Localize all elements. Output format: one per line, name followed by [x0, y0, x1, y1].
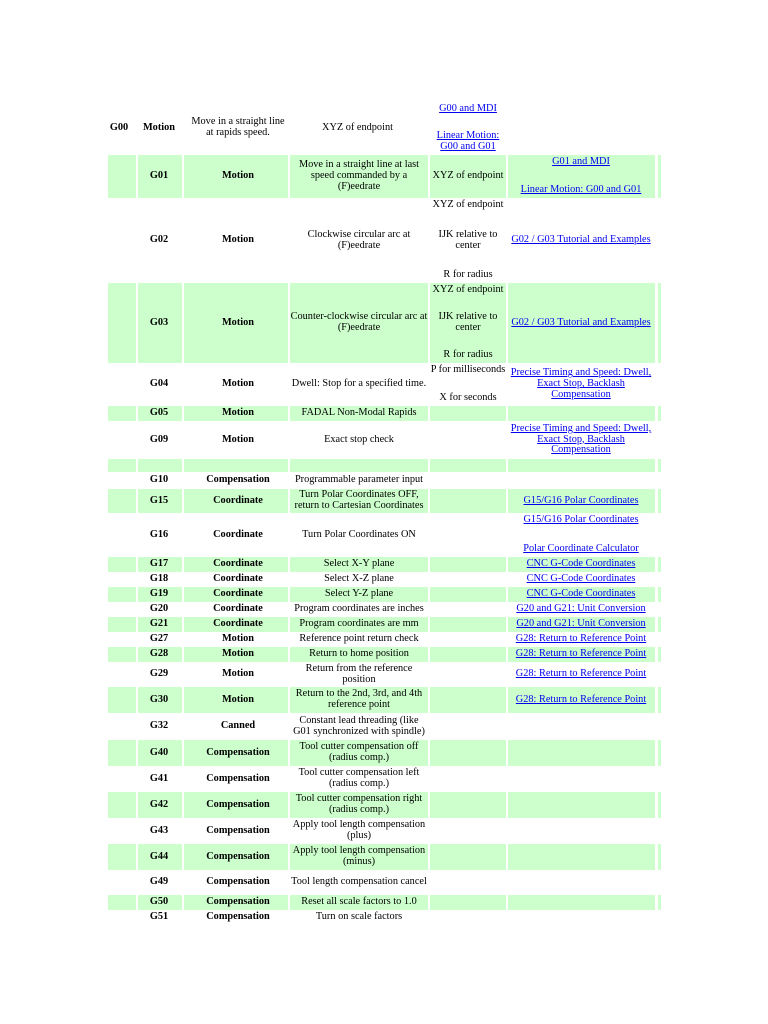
table-row: [0, 766, 768, 792]
reference-link[interactable]: CNC G-Code Coordinates: [526, 558, 636, 570]
args-cell: [430, 587, 506, 602]
args-cell: [430, 459, 506, 472]
description-cell: Programmable parameter input: [294, 474, 424, 486]
gcode-cell: G17: [149, 558, 169, 570]
gcode-cell: G32: [149, 720, 169, 732]
reference-link[interactable]: G02 / G03 Tutorial and Examples: [511, 316, 651, 328]
links-cell: [508, 587, 654, 602]
args-cell: [430, 155, 506, 198]
row-edge: [658, 587, 661, 602]
links-cell: [508, 792, 654, 818]
link-linear-motion[interactable]: Linear Motion: G00 and G01: [436, 130, 500, 152]
args-cell: [430, 870, 506, 895]
links-cell: [508, 632, 654, 647]
table-row: [0, 792, 768, 818]
type-cell: Compensation: [206, 824, 270, 836]
args-cell: [430, 421, 506, 459]
reference-link[interactable]: Polar Coordinate Calculator: [523, 543, 639, 555]
gcode-cell: G02: [149, 234, 169, 246]
gcode-cell: G15: [149, 494, 169, 506]
link-g00-mdi[interactable]: G00 and MDI: [439, 103, 497, 114]
args-cell: [430, 895, 506, 910]
args-cell: [430, 472, 506, 489]
links-cell: [508, 818, 654, 844]
args-cell: XYZ of endpoint: [322, 122, 393, 133]
args-cell: [430, 713, 506, 740]
table-row: [0, 910, 768, 925]
description-cell: Select Y-Z plane: [324, 588, 394, 600]
gcode-cell: G43: [149, 824, 169, 836]
description-cell: Tool cutter compensation right (radius comp.): [295, 793, 423, 815]
description-cell: Turn Polar Coordinates OFF, return to Cartesian Coordinates: [294, 489, 424, 511]
type-cell: Compensation: [206, 772, 270, 784]
description-cell: Dwell: Stop for a specified time.: [291, 378, 427, 390]
table-row: [0, 459, 768, 472]
links-cell: [508, 572, 654, 587]
description-cell: Return to the 2nd, 3rd, and 4th reference point: [295, 688, 423, 710]
row-edge: [658, 489, 661, 513]
args-cell: [430, 792, 506, 818]
description-cell: Tool cutter compensation off (radius comp.): [299, 741, 419, 763]
type-cell: Motion: [221, 170, 255, 182]
row-edge: [658, 459, 661, 472]
table-row: [0, 406, 768, 421]
links-cell: [508, 513, 654, 557]
table-row: [0, 740, 768, 766]
type-cell: Motion: [221, 668, 255, 680]
description-cell: Tool length compensation cancel: [291, 876, 427, 888]
table-row: [0, 713, 768, 740]
gcode-cell: G51: [149, 911, 169, 923]
links-cell: [508, 687, 654, 713]
table-row: [0, 198, 768, 283]
gcode-cell: G09: [149, 433, 169, 445]
type-cell: Coordinate: [213, 528, 263, 540]
table-row: [0, 489, 768, 513]
arg-text: X for seconds: [439, 392, 497, 404]
args-cell: [430, 513, 506, 557]
links-cell: [508, 895, 654, 910]
row-edge: [658, 895, 661, 910]
links-cell: [508, 459, 654, 472]
description-cell: Turn on scale factors: [315, 911, 403, 923]
args-cell: [430, 844, 506, 870]
gcode-cell: G01: [149, 170, 169, 182]
reference-link[interactable]: G28: Return to Reference Point: [515, 648, 647, 660]
description-cell: Select X-Z plane: [324, 573, 394, 585]
description-cell: Return to home position: [309, 648, 409, 660]
links-cell: [508, 617, 654, 632]
reference-link[interactable]: G02 / G03 Tutorial and Examples: [511, 234, 651, 246]
gcode-cell: G05: [149, 407, 169, 419]
type-cell: Compensation: [206, 876, 270, 888]
description-cell: Reference point return check: [299, 633, 419, 645]
reference-link[interactable]: G28: Return to Reference Point: [515, 668, 647, 680]
description-cell: Move in a straight line at rapids speed.: [191, 116, 285, 138]
description-cell: Reset all scale factors to 1.0: [301, 896, 417, 908]
type-cell: Motion: [221, 633, 255, 645]
links-cell: [508, 602, 654, 617]
args-cell: [430, 740, 506, 766]
args-cell: [430, 818, 506, 844]
gcode-cell: G40: [149, 746, 169, 758]
arg-text: R for radius: [443, 349, 493, 361]
row-edge: [658, 687, 661, 713]
args-cell: [430, 602, 506, 617]
gcode-cell: G28: [149, 648, 169, 660]
table-row: [0, 895, 768, 910]
args-cell: [430, 283, 506, 363]
args-cell: [430, 557, 506, 572]
reference-link[interactable]: G01 and MDI: [552, 156, 610, 167]
type-cell: Compensation: [206, 911, 270, 923]
description-cell: Return from the reference position: [305, 662, 413, 685]
links-cell: [508, 662, 654, 687]
type-cell: Motion: [221, 316, 255, 328]
reference-link[interactable]: Linear Motion: G00 and G01: [520, 184, 642, 196]
args-cell: [430, 617, 506, 632]
type-cell: Coordinate: [213, 603, 263, 615]
table-row: [0, 647, 768, 662]
table-row: [0, 632, 768, 647]
type-cell: Coordinate: [213, 494, 263, 506]
table-row: [0, 602, 768, 617]
reference-link[interactable]: Precise Timing and Speed: Dwell, Exact Stop, Backlash Compensation: [510, 367, 652, 400]
args-cell: [430, 766, 506, 792]
description-cell: Program coordinates are inches: [294, 603, 424, 615]
links-cell: [508, 766, 654, 792]
links-cell: [508, 647, 654, 662]
links-cell: [508, 363, 654, 406]
type-cell: Motion: [221, 648, 255, 660]
gcode-cell: G44: [149, 850, 169, 862]
type-cell: Canned: [220, 720, 256, 732]
description-cell: Apply tool length compensation (plus): [292, 819, 426, 841]
table-row: [0, 687, 768, 713]
description-cell: Move in a straight line at last speed commanded by a (F)eedrate: [298, 159, 420, 192]
type-cell: Coordinate: [213, 618, 263, 630]
args-cell: [430, 489, 506, 513]
links-cell: [508, 406, 654, 421]
gcode-cell: G16: [149, 528, 169, 540]
type-cell: Compensation: [206, 746, 270, 758]
args-cell: [430, 910, 506, 925]
gcode-cell: G04: [149, 378, 169, 390]
links-cell: [508, 844, 654, 870]
reference-link[interactable]: G20 and G21: Unit Conversion: [516, 603, 646, 615]
description-cell: Clockwise circular arc at (F)eedrate: [307, 228, 411, 251]
table-row: [0, 557, 768, 572]
gcode-cell: G50: [149, 896, 169, 908]
description-cell: Exact stop check: [324, 433, 394, 445]
type-cell: Compensation: [206, 474, 270, 486]
links-cell: [508, 472, 654, 489]
reference-link[interactable]: G28: Return to Reference Point: [515, 693, 647, 705]
args-cell: [430, 632, 506, 647]
type-cell: Compensation: [206, 850, 270, 862]
gcode-cell: G30: [149, 693, 169, 705]
args-cell: [430, 363, 506, 406]
gcode-cell: G49: [149, 876, 169, 888]
arg-text: IJK relative to center: [438, 311, 498, 333]
arg-text: R for radius: [443, 269, 493, 281]
type-cell: Motion: [221, 234, 255, 246]
description-cell: FADAL Non-Modal Rapids: [301, 407, 417, 419]
reference-link[interactable]: CNC G-Code Coordinates: [526, 573, 636, 585]
row-edge: [658, 792, 661, 818]
gcode-cell: G19: [149, 588, 169, 600]
arg-text: IJK relative to center: [438, 228, 498, 251]
args-cell: [430, 406, 506, 421]
gcode-cell: G10: [149, 474, 169, 486]
description-cell: [290, 459, 428, 472]
table-row: [0, 155, 768, 198]
links-cell: [508, 740, 654, 766]
args-cell: [430, 662, 506, 687]
type-cell: Motion: [221, 433, 255, 445]
table-row: [0, 472, 768, 489]
links-cell: [508, 870, 654, 895]
type-cell: [184, 459, 292, 472]
row-edge: [658, 844, 661, 870]
table-row: [0, 617, 768, 632]
type-cell: Motion: [142, 122, 176, 133]
description-cell: Tool cutter compensation left (radius comp.): [298, 767, 420, 789]
gcode-cell: [138, 459, 180, 472]
links-cell: [508, 910, 654, 925]
type-cell: Motion: [221, 378, 255, 390]
description-cell: Constant lead threading (like G01 synchronized with spindle): [293, 714, 425, 737]
table-row: [0, 363, 768, 406]
reference-link[interactable]: Precise Timing and Speed: Dwell, Exact Stop, Backlash Compensation: [510, 422, 652, 456]
gcode-cell: G41: [149, 772, 169, 784]
args-cell: [430, 687, 506, 713]
type-cell: Compensation: [206, 896, 270, 908]
reference-link[interactable]: G15/G16 Polar Coordinates: [523, 514, 639, 525]
table-row: [0, 421, 768, 459]
description-cell: Program coordinates are mm: [299, 618, 419, 630]
type-cell: Motion: [221, 407, 255, 419]
table-row: [0, 662, 768, 687]
links-cell: [508, 421, 654, 459]
type-cell: Compensation: [206, 798, 270, 810]
type-cell: Coordinate: [213, 558, 263, 570]
links-cell: [508, 713, 654, 740]
table-row: [0, 818, 768, 844]
arg-text: XYZ of endpoint: [432, 170, 504, 182]
args-cell: [430, 572, 506, 587]
description-cell: Turn Polar Coordinates ON: [302, 528, 416, 540]
type-cell: Coordinate: [213, 573, 263, 585]
links-cell: [508, 198, 654, 283]
gcode-cell: G21: [149, 618, 169, 630]
row-edge: [658, 740, 661, 766]
description-cell: Select X-Y plane: [323, 558, 395, 570]
links-cell: [508, 155, 654, 198]
reference-link[interactable]: G15/G16 Polar Coordinates: [523, 494, 639, 506]
gcode-cell: G42: [149, 798, 169, 810]
table-row: [0, 870, 768, 895]
gcode-cell: G27: [149, 633, 169, 645]
reference-link[interactable]: G28: Return to Reference Point: [515, 633, 647, 645]
gcode-cell: G18: [149, 573, 169, 585]
links-cell: [508, 489, 654, 513]
arg-text: P for milliseconds: [430, 364, 506, 375]
reference-link[interactable]: CNC G-Code Coordinates: [526, 588, 636, 600]
type-cell: Motion: [221, 693, 255, 705]
arg-text: XYZ of endpoint: [432, 199, 504, 210]
gcode-cell: G00: [109, 122, 129, 133]
gcode-cell: G20: [149, 603, 169, 615]
table-row: [0, 283, 768, 363]
gcode-cell: G29: [149, 668, 169, 680]
args-cell: [430, 647, 506, 662]
gcode-cell: G03: [149, 316, 169, 328]
row-edge: [658, 283, 661, 363]
type-cell: Coordinate: [213, 588, 263, 600]
arg-text: XYZ of endpoint: [432, 284, 504, 295]
row-edge: [658, 647, 661, 662]
row-edge: [658, 406, 661, 421]
row-edge: [658, 617, 661, 632]
table-row: [0, 513, 768, 557]
args-cell: [430, 198, 506, 283]
row-edge: [658, 155, 661, 198]
links-cell: [508, 283, 654, 363]
row-edge: [658, 557, 661, 572]
description-cell: Apply tool length compensation (minus): [292, 845, 426, 867]
table-row: [0, 572, 768, 587]
description-cell: Counter-clockwise circular arc at (F)eedrate: [290, 311, 428, 333]
table-row: [0, 844, 768, 870]
links-cell: [508, 557, 654, 572]
reference-link[interactable]: G20 and G21: Unit Conversion: [516, 618, 646, 630]
table-row: [0, 587, 768, 602]
